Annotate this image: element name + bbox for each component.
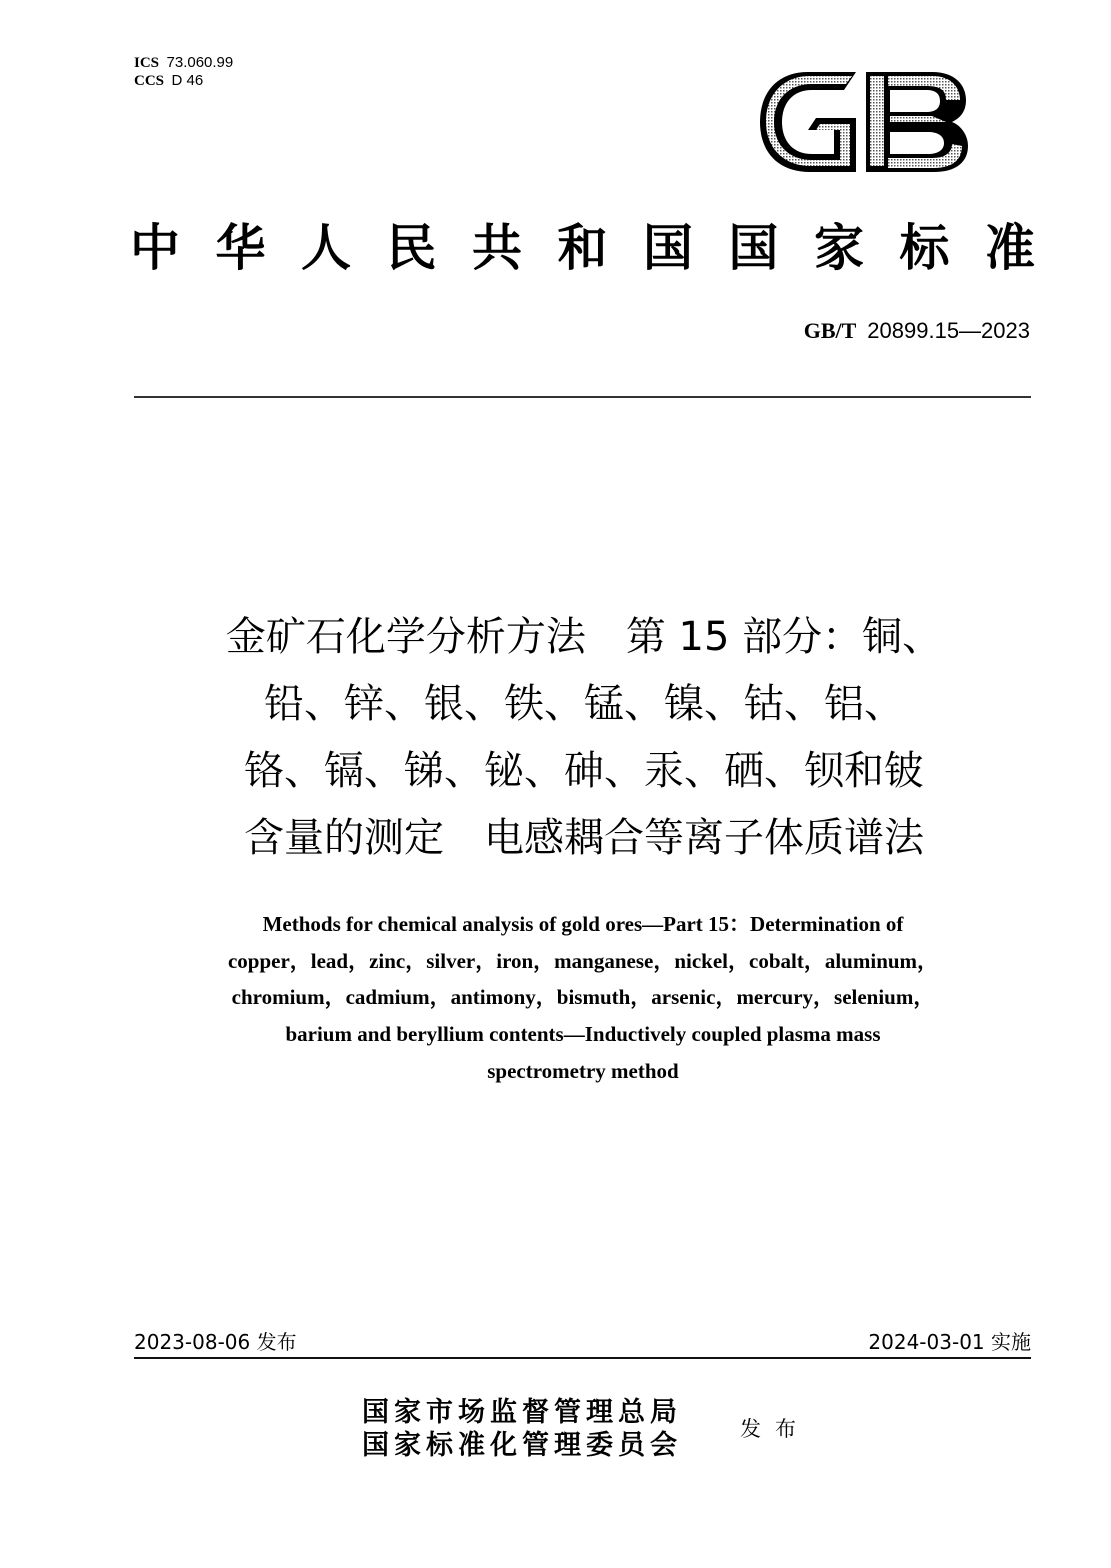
title-char: 中: [130, 218, 180, 277]
title-char: 和: [557, 218, 608, 277]
title-char: 准: [985, 218, 1035, 277]
ccs-code: [134, 72, 233, 90]
english-title-line: barium and beryllium contents—Inductively coupled plasma mass: [285, 1022, 881, 1047]
ics-label: ICS: [134, 55, 160, 71]
national-standard-title: [130, 212, 1035, 276]
issuing-authorities: [362, 1396, 682, 1462]
title-char: 民: [386, 218, 437, 277]
title-char: 人: [301, 218, 351, 277]
chinese-title-line: 含量的测定 电感耦合等离子体质谱法: [244, 815, 924, 861]
ccs-value: D 46: [171, 72, 204, 89]
publish-label: 发布: [740, 1417, 810, 1441]
implementation-date: 2024-03-01 实施: [868, 1330, 1031, 1354]
standard-prefix: GB/T: [803, 318, 857, 343]
standard-number-value: 20899.15—2023: [867, 318, 1030, 343]
issuer-sac: 国家标准化管理委员会: [362, 1430, 682, 1461]
english-title-line: chromium，cadmium，antimony，bismuth，arsenic，mercury，selenium，: [231, 985, 935, 1010]
ccs-label: CCS: [134, 73, 165, 89]
gb-logo-icon: [756, 66, 970, 178]
english-title-line: copper，lead，zinc，silver，iron，manganese，nickel，cobalt，aluminum，: [227, 948, 939, 973]
ics-value: 73.060.99: [166, 54, 234, 71]
classification-codes: [134, 54, 233, 90]
standard-number: [730, 318, 1030, 344]
chinese-title-line: 铬、镉、锑、铋、砷、汞、硒、钡和铍: [244, 748, 924, 794]
title-char: 家: [814, 218, 864, 277]
chinese-title-line: 金矿石化学分析方法 第 15 部分：铜、: [225, 614, 943, 660]
issue-date: 2023-08-06 发布: [134, 1330, 297, 1354]
english-title: [140, 906, 1026, 1090]
title-char: 华: [215, 218, 266, 277]
title-char: 标: [899, 218, 950, 277]
header-divider: [134, 396, 1031, 398]
english-title-line: spectrometry method: [487, 1058, 679, 1083]
chinese-title-line: 铅、锌、银、铁、锰、镍、钴、铝、: [264, 681, 904, 727]
ics-code: [134, 54, 233, 72]
issuer-samr: 国家市场监督管理总局: [362, 1397, 682, 1428]
chinese-title: [100, 604, 1068, 872]
english-title-line: Methods for chemical analysis of gold ores—Part 15：Determination of: [262, 912, 904, 936]
title-char: 国: [728, 218, 779, 277]
title-char: 共: [472, 218, 522, 277]
title-char: 国: [643, 218, 693, 277]
footer-divider: [134, 1357, 1031, 1359]
